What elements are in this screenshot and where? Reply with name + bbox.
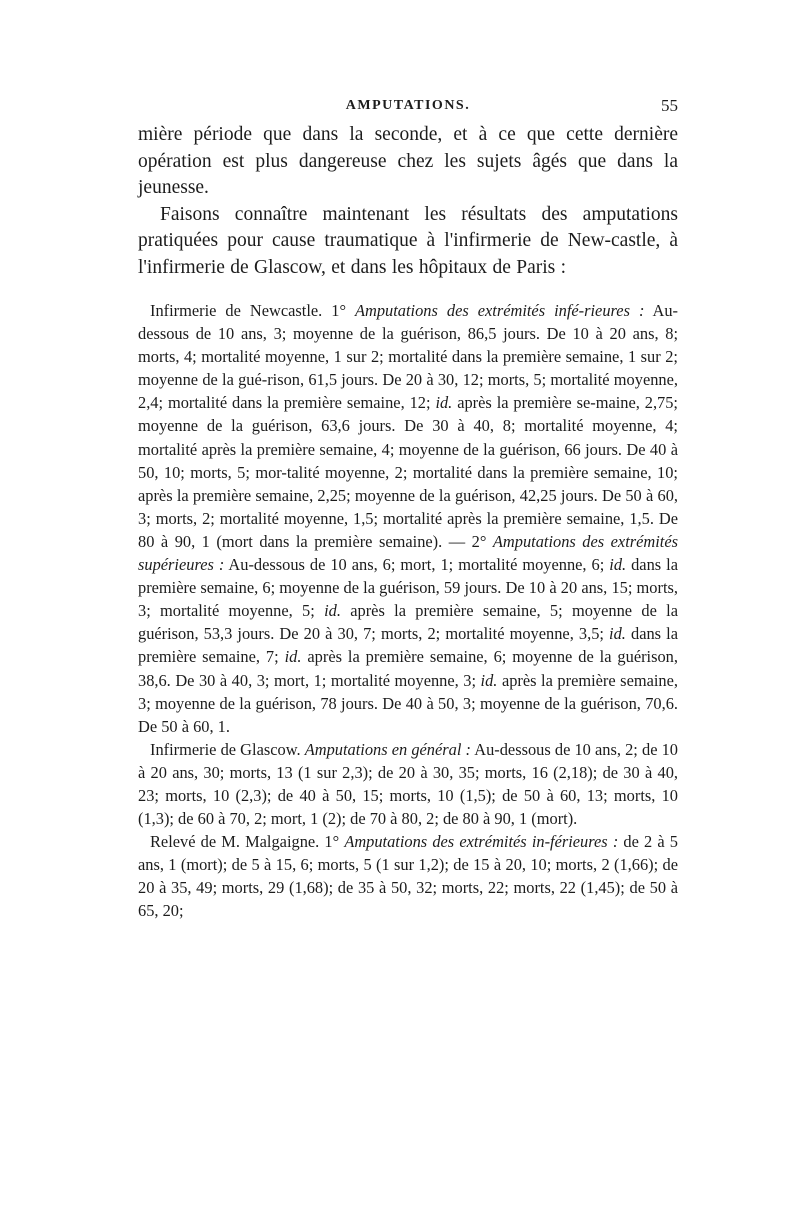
text-segment: dans la première semaine, 7; [138, 624, 678, 667]
text-segment: Au-dessous de 10 ans, 3; moyenne de la guérison, 86,5 jours. De 10 à 20 ans, 8; morts, 4; mortalité moyenne, 1 sur 2; mortalité dans la première semaine, 1 sur 2; moyenne de la gué-rison, 61,5 jours. De 20 à 30, 12; morts, 5; mortalité moyenne, 2,4; mortalité dans la première semaine, 12; [138, 301, 679, 413]
text-segment: de 2 à 5 ans, 1 (mort); de 5 à 15, 6; morts, 5 (1 sur 1,2); de 15 à 20, 10; morts, 2 (1,66); de 20 à 35, 49; morts, 29 (1,68); de 35 à 50, 32; morts, 22; morts, 22 (1,45); de 50 à 65, 20; [138, 832, 678, 921]
italic-heading: Amputations en général : [304, 739, 472, 759]
italic-heading: Amputations des extrémités infé-rieures : [355, 301, 645, 320]
text-segment: après la première semaine, 5; moyenne de la guérison, 53,3 jours. De 20 à 30, 7; morts, 2; mortalité moyenne, 3,5; [138, 601, 678, 644]
page-number: 55 [661, 96, 678, 115]
main-text [138, 122, 678, 281]
italic-abbrev: id. [609, 555, 627, 575]
text-segment: Infirmerie de Glascow. [150, 739, 305, 759]
text-segment: après la première se-maine, 2,75; moyenne de la guérison, 63,6 jours. De 30 à 40, 8; mortalité moyenne, 4; mortalité après la première semaine, 4; moyenne de la guérison, 66 jours. De 40 à 50, 10; morts, 5; mor-talité moyenne, 2; mortalité dans la première semaine, 10; après la première semaine, 2,25; moyenne de la guérison, 42,25 jours. De 50 à 60, 3; morts, 2; mortalité moyenne, 1,5; mortalité après la première semaine, 1,5. De 80 à 90, 1 (mort dans la première semaine). — 2° [138, 393, 678, 551]
statistics-text [138, 299, 678, 923]
italic-abbrev: id. [324, 601, 341, 621]
text-segment: dans la première semaine, 6; moyenne de la guérison, 59 jours. De 10 à 20 ans, 15; morts, 3; mortalité moyenne, 5; [138, 555, 678, 621]
text-segment: Au-dessous de 10 ans, 2; de 10 à 20 ans, 30; morts, 13 (1 sur 2,3); de 20 à 30, 35; morts, 16 (2,18); de 30 à 40, 23; morts, 10 (2,3); de 40 à 50, 15; morts, 10 (1,5); de 50 à 60, 13; morts, 10 (1,3); de 60 à 70, 2; mort, 1 (2); de 70 à 80, 2; de 80 à 90, 1 (mort). [138, 739, 679, 829]
paragraph-glascow [138, 738, 678, 830]
italic-heading: Amputations des extrémités supérieures : [138, 531, 678, 575]
paragraph-newcastle [138, 299, 678, 738]
italic-heading: Amputations des extrémités in-férieures : [344, 832, 619, 852]
running-title: AMPUTATIONS. [345, 98, 471, 113]
text-segment: après la première semaine, 6; moyenne de la guérison, 38,6. De 30 à 40, 3; mort, 1; mortalité moyenne, 3; [138, 647, 678, 690]
paragraph-continuation: mière période que dans la seconde, et à ce que cette dernière opération est plus dangereuse chez les sujets âgés que dans la jeunesse. [138, 124, 678, 198]
italic-abbrev: id. [435, 393, 453, 413]
text-segment: après la première semaine, 3; moyenne de la guérison, 78 jours. De 40 à 50, 3; moyenne de la guérison, 70,6. De 50 à 60, 1. [138, 670, 678, 736]
italic-abbrev: id. [284, 647, 302, 667]
book-page [138, 92, 678, 923]
italic-abbrev: id. [609, 624, 626, 644]
paragraph-intro: Faisons connaître maintenant les résultats des amputations pratiquées pour cause traumatique à l'infirmerie de New-castle, à l'infirmerie de Glascow, et dans les hôpitaux de Paris : [138, 203, 678, 278]
text-segment: Infirmerie de Newcastle. 1° [150, 301, 356, 320]
text-segment: Au-dessous de 10 ans, 6; mort, 1; mortalité moyenne, 6; [224, 555, 610, 575]
text-segment: Relevé de M. Malgaigne. 1° [150, 832, 345, 852]
paragraph-malgaigne [138, 830, 678, 922]
running-head [138, 92, 678, 122]
italic-abbrev: id. [480, 670, 498, 690]
